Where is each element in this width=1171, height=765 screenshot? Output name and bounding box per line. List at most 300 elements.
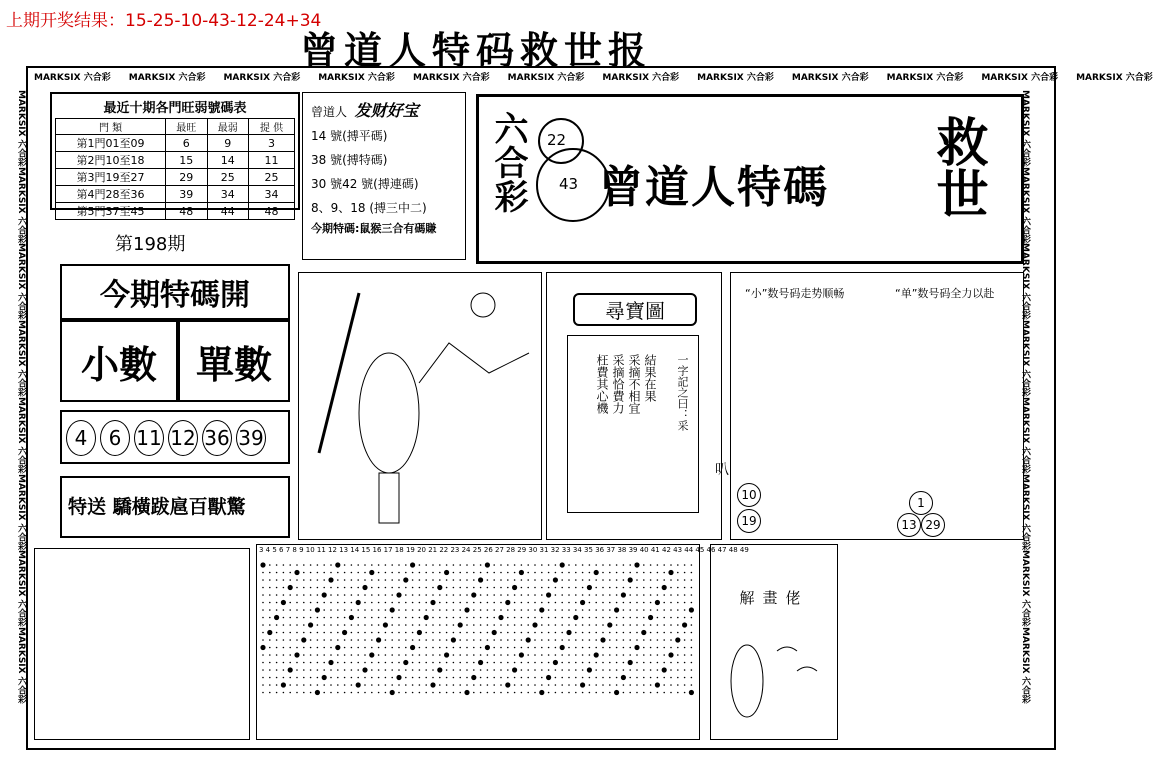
grid-dot — [446, 624, 448, 626]
grid-dot — [595, 602, 597, 604]
grid-dot — [521, 669, 523, 671]
grid-dot — [500, 647, 502, 649]
open-left: 小數 — [60, 320, 178, 402]
grid-dot — [575, 609, 577, 611]
grid-dot — [351, 677, 353, 679]
grid-dot — [296, 677, 298, 679]
grid-dot — [500, 594, 502, 596]
open-number: 4 — [66, 420, 96, 456]
gourd-number: 43 — [559, 175, 579, 193]
grid-dot — [575, 587, 577, 589]
grid-dot — [589, 654, 591, 656]
grid-dot — [684, 594, 686, 596]
marksix-band-text: MARKSIX 六合彩 — [16, 550, 26, 628]
grid-dot — [276, 587, 278, 589]
trend-note: 叭 — [715, 462, 729, 478]
grid-dot — [568, 654, 570, 656]
grid-dot — [364, 579, 366, 581]
grid-dot — [296, 639, 298, 641]
table-cell: 9 — [207, 135, 248, 152]
grid-dot — [396, 675, 401, 680]
open-numbers — [60, 410, 290, 464]
grid-dot — [378, 564, 380, 566]
grid-dot — [493, 662, 495, 664]
grid-dot — [439, 677, 441, 679]
grid-dot — [568, 677, 570, 679]
grid-dot — [514, 639, 516, 641]
grid-dot — [337, 639, 339, 641]
grid-dot — [507, 662, 509, 664]
grid-dot — [419, 609, 421, 611]
grid-dot — [337, 579, 339, 581]
grid-dot — [310, 662, 312, 664]
grid-dot — [371, 662, 373, 664]
grid-dot — [487, 632, 489, 634]
grid-dot — [269, 594, 271, 596]
grid-dot — [527, 654, 529, 656]
grid-dot — [364, 677, 366, 679]
grid-dot — [276, 639, 278, 641]
grid-dot — [561, 662, 563, 664]
grid-dot — [337, 692, 339, 694]
grid-dot — [357, 572, 359, 574]
grid-dot — [514, 609, 516, 611]
grid-dot — [459, 654, 461, 656]
grid-dot — [534, 564, 536, 566]
grid-dot — [582, 594, 584, 596]
grid-dot — [670, 609, 672, 611]
last-result — [6, 6, 321, 31]
grid-dot — [276, 564, 278, 566]
grid-dot — [453, 632, 455, 634]
grid-dot — [357, 632, 359, 634]
grid-dot — [453, 662, 455, 664]
grid-dot — [357, 579, 359, 581]
grid-dot — [412, 602, 414, 604]
table-row — [56, 203, 295, 220]
grid-dot — [548, 632, 550, 634]
grid-dot — [405, 609, 407, 611]
grid-dot — [453, 564, 455, 566]
grid-dot — [466, 572, 468, 574]
grid-dot — [289, 632, 291, 634]
grid-dot — [527, 632, 529, 634]
grid-dot — [500, 587, 502, 589]
grid-dot — [419, 594, 421, 596]
grid-dot — [444, 652, 449, 657]
grid-dot — [636, 684, 638, 686]
grid-dot — [555, 594, 557, 596]
grid-dot — [296, 609, 298, 611]
grid-dot — [315, 690, 320, 695]
grid-dot — [684, 684, 686, 686]
illustration-panel — [298, 272, 542, 540]
grid-dot — [289, 602, 291, 604]
grid-dot — [534, 684, 536, 686]
grid-dot — [310, 617, 312, 619]
grid-dot — [328, 660, 333, 665]
grid-dot — [310, 602, 312, 604]
grid-dot — [378, 609, 380, 611]
grid-dot — [663, 647, 665, 649]
grid-dot — [459, 609, 461, 611]
grid-dot — [471, 675, 476, 680]
grid-dot — [575, 639, 577, 641]
grid-dot — [500, 572, 502, 574]
grid-dot — [405, 647, 407, 649]
grid-dot — [629, 572, 631, 574]
gourd-number: 22 — [547, 131, 567, 149]
grid-dot — [269, 617, 271, 619]
grid-dot — [634, 562, 639, 567]
grid-dot — [473, 632, 475, 634]
grid-dot — [643, 692, 645, 694]
scroll-line: 結果在果 — [643, 354, 657, 402]
grid-dot — [351, 609, 353, 611]
grid-dot — [636, 639, 638, 641]
grid-dot — [276, 572, 278, 574]
grid-dot — [466, 662, 468, 664]
grid-dot — [548, 587, 550, 589]
grid-dot — [303, 624, 305, 626]
grid-dot — [507, 624, 509, 626]
grid-dot — [532, 622, 537, 627]
grid-dot — [643, 609, 645, 611]
grid-dot — [276, 654, 278, 656]
grid-dot — [487, 602, 489, 604]
grid-dot — [527, 692, 529, 694]
grid-dot — [317, 579, 319, 581]
grid-dot — [356, 600, 361, 605]
grid-dot — [471, 592, 476, 597]
grid-dot — [473, 579, 475, 581]
grid-dot — [655, 682, 660, 687]
grid-dot — [466, 564, 468, 566]
grid-dot — [582, 579, 584, 581]
grid-dot — [323, 684, 325, 686]
grid-dot — [628, 660, 633, 665]
grid-dot — [514, 654, 516, 656]
grid-dot — [621, 675, 626, 680]
grid-dot — [485, 645, 490, 650]
grid-dot — [527, 564, 529, 566]
grid-dot — [636, 579, 638, 581]
grid-dot — [650, 639, 652, 641]
title-banner — [476, 94, 1024, 264]
grid-dot — [527, 587, 529, 589]
marksix-band-text: MARKSIX 六合彩 — [16, 243, 26, 321]
grid-dot — [478, 660, 483, 665]
grid-dot — [629, 594, 631, 596]
riddle-illustration-icon — [717, 611, 833, 731]
grid-dot — [507, 692, 509, 694]
grid-dot — [398, 662, 400, 664]
scroll-line: 枉費其心機 — [595, 354, 609, 414]
grid-dot — [662, 585, 667, 590]
grid-dot — [473, 647, 475, 649]
grid-dot — [641, 630, 646, 635]
grid-dot — [323, 624, 325, 626]
grid-dot — [582, 617, 584, 619]
grid-dot — [458, 622, 463, 627]
grid-dot — [362, 585, 367, 590]
grid-dot — [541, 632, 543, 634]
grid-dot — [437, 585, 442, 590]
grid-dot — [500, 624, 502, 626]
treasure-title: 尋寶圖 — [573, 293, 697, 326]
grid-dot — [344, 609, 346, 611]
grid-dot — [657, 617, 659, 619]
grid-dot — [568, 692, 570, 694]
grid-dot — [616, 654, 618, 656]
grid-dot — [425, 662, 427, 664]
open-number: 12 — [168, 420, 198, 456]
grid-dot — [269, 609, 271, 611]
grid-dot — [466, 587, 468, 589]
grid-dot — [487, 639, 489, 641]
grid-dot — [323, 669, 325, 671]
grid-dot — [385, 669, 387, 671]
grid-dot — [405, 602, 407, 604]
open-number: 6 — [100, 420, 130, 456]
grid-dot — [262, 684, 264, 686]
grid-dot — [303, 579, 305, 581]
grid-dot — [425, 654, 427, 656]
grid-dot — [446, 632, 448, 634]
grid-dot — [568, 617, 570, 619]
grid-dot — [466, 617, 468, 619]
grid-dot — [337, 662, 339, 664]
grid-dot — [689, 690, 694, 695]
grid-dot — [527, 624, 529, 626]
grid-dot — [616, 564, 618, 566]
table-cell: 25 — [207, 169, 248, 186]
grid-dot — [548, 684, 550, 686]
grid-dot — [425, 684, 427, 686]
grid-dot — [555, 617, 557, 619]
grid-dot — [616, 587, 618, 589]
grid-dot — [582, 654, 584, 656]
grid-dot — [330, 654, 332, 656]
grid-dot — [582, 692, 584, 694]
grid-dot — [575, 647, 577, 649]
grid-dot — [500, 602, 502, 604]
grid-dot — [317, 617, 319, 619]
grid-dot — [582, 587, 584, 589]
marksix-band-text: MARKSIX 六合彩 — [791, 73, 869, 83]
grid-dot — [663, 564, 665, 566]
grid-dot — [684, 639, 686, 641]
grid-dot — [568, 669, 570, 671]
grid-dot — [369, 652, 374, 657]
grid-dot — [589, 639, 591, 641]
grid-dot — [371, 587, 373, 589]
grid-dot — [276, 609, 278, 611]
grid-dot — [684, 692, 686, 694]
grid-dot — [575, 654, 577, 656]
grid-dot — [453, 579, 455, 581]
grid-dot — [378, 684, 380, 686]
grid-dot — [534, 579, 536, 581]
grid-dot — [357, 677, 359, 679]
grid-dot — [589, 609, 591, 611]
trend-heading-right: “单”数号码全力以赴 — [895, 287, 995, 300]
grid-dot — [575, 692, 577, 694]
grid-dot — [595, 624, 597, 626]
grid-dot — [534, 662, 536, 664]
grid-dot — [371, 564, 373, 566]
grid-dot — [487, 572, 489, 574]
grid-dot — [485, 562, 490, 567]
grid-dot — [568, 594, 570, 596]
grid-dot — [283, 639, 285, 641]
grid-dot — [425, 579, 427, 581]
grid-dot — [262, 609, 264, 611]
grid-dot — [453, 677, 455, 679]
grid-dot — [548, 639, 550, 641]
grid-dot — [684, 632, 686, 634]
grid-dot — [323, 587, 325, 589]
grid-dot — [480, 617, 482, 619]
grid-dot — [276, 579, 278, 581]
grid-dot — [398, 609, 400, 611]
grid-dot — [623, 654, 625, 656]
grid-dot — [439, 624, 441, 626]
grid-dot — [548, 647, 550, 649]
grid-dot — [459, 639, 461, 641]
grid-dot — [398, 669, 400, 671]
grid-dot — [303, 587, 305, 589]
grid-dot — [636, 609, 638, 611]
grid-dot — [337, 684, 339, 686]
grid-dot — [337, 654, 339, 656]
grid-dot — [521, 677, 523, 679]
grid-dot — [541, 594, 543, 596]
grid-dot — [473, 587, 475, 589]
marksix-band-right — [1020, 90, 1050, 740]
grid-dot — [412, 669, 414, 671]
grid-dot — [276, 647, 278, 649]
grid-dot — [643, 564, 645, 566]
grid-dot — [310, 669, 312, 671]
grid-dot — [589, 617, 591, 619]
grid-dot — [650, 692, 652, 694]
open-right: 單數 — [178, 320, 290, 402]
grid-dot — [289, 647, 291, 649]
grid-dot — [432, 677, 434, 679]
grid-dot — [453, 647, 455, 649]
grid-dot — [595, 692, 597, 694]
grid-dot — [555, 624, 557, 626]
grid-dot — [385, 632, 387, 634]
table-cell: 34 — [207, 186, 248, 203]
grid-dot — [487, 684, 489, 686]
grid-dot — [337, 669, 339, 671]
grid-dot — [677, 654, 679, 656]
grid-dot — [541, 677, 543, 679]
grid-dot — [575, 669, 577, 671]
grid-dot — [568, 609, 570, 611]
grid-dot — [432, 572, 434, 574]
grid-dot — [548, 669, 550, 671]
grid-dot — [378, 617, 380, 619]
marksix-band-top — [34, 70, 1153, 84]
grid-dot — [330, 647, 332, 649]
grid-dot — [303, 692, 305, 694]
table-cell: 34 — [248, 186, 294, 203]
grid-dot — [534, 692, 536, 694]
special-text: 驕橫跋扈百獸驚 — [112, 496, 246, 518]
grid-dot — [466, 677, 468, 679]
grid-dot — [459, 662, 461, 664]
grid-dot — [589, 602, 591, 604]
table-row — [56, 169, 295, 186]
grid-dot — [568, 587, 570, 589]
rank-table — [55, 118, 295, 220]
grid-dot — [663, 632, 665, 634]
grid-dot — [650, 572, 652, 574]
grid-dot — [351, 564, 353, 566]
grid-dot — [670, 624, 672, 626]
grid-dot — [629, 639, 631, 641]
grid-dot — [561, 684, 563, 686]
grid-dot — [548, 572, 550, 574]
grid-dot — [446, 669, 448, 671]
grid-dot — [493, 624, 495, 626]
grid-dot — [473, 617, 475, 619]
grid-dot — [283, 677, 285, 679]
grid-dot — [269, 669, 271, 671]
grid-dot — [351, 684, 353, 686]
grid-dot — [541, 617, 543, 619]
grid-dot — [609, 632, 611, 634]
grid-dot — [289, 594, 291, 596]
grid-dot — [446, 602, 448, 604]
grid-dot — [623, 624, 625, 626]
grid-dot — [405, 587, 407, 589]
grid-dot — [691, 639, 693, 641]
grid-dot — [432, 669, 434, 671]
grid-dot — [323, 602, 325, 604]
grid-dot — [330, 564, 332, 566]
grid-dot — [385, 692, 387, 694]
grid-dot — [459, 669, 461, 671]
grid-dot — [371, 677, 373, 679]
grid-dot — [317, 624, 319, 626]
grid-dot — [643, 662, 645, 664]
grid-dot — [262, 662, 264, 664]
table-cell: 第1門01至09 — [56, 135, 166, 152]
grid-dot — [493, 609, 495, 611]
column-header: 最旺 — [166, 119, 207, 135]
grid-dot — [595, 594, 597, 596]
grid-dot — [614, 690, 619, 695]
grid-dot — [459, 587, 461, 589]
grid-dot — [514, 677, 516, 679]
grid-dot — [317, 572, 319, 574]
marksix-band-text: MARKSIX 六合彩 — [1020, 550, 1030, 628]
grid-dot — [589, 564, 591, 566]
grid-dot — [623, 609, 625, 611]
grid-dot — [283, 624, 285, 626]
grid-dot — [602, 602, 604, 604]
grid-dot — [629, 654, 631, 656]
grid-dot — [514, 617, 516, 619]
grid-dot — [385, 564, 387, 566]
grid-dot — [609, 594, 611, 596]
grid-dot — [684, 662, 686, 664]
grid-dot — [650, 602, 652, 604]
